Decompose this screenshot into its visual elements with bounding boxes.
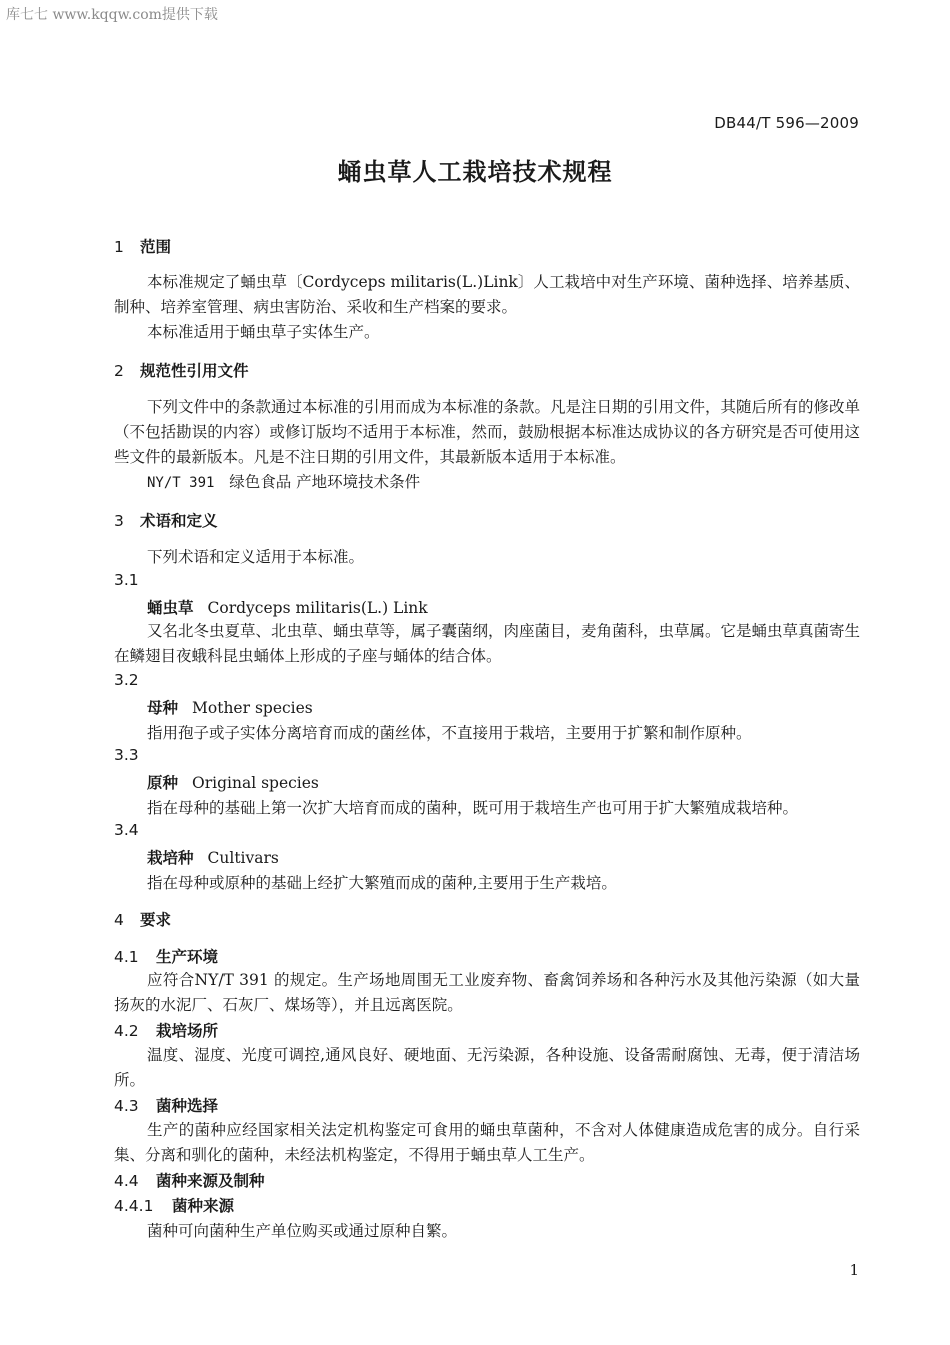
subsection-number: 4.4 — [114, 1172, 139, 1190]
section-1-heading — [114, 235, 171, 257]
document-title: 蛹虫草人工栽培技术规程 — [337, 158, 613, 186]
term-english: Cultivars — [207, 849, 279, 867]
term-chinese: 蛹虫草 — [147, 599, 194, 617]
section-4-3-heading — [114, 1094, 218, 1116]
term-3-4 — [147, 846, 279, 868]
normative-reference — [147, 470, 420, 492]
term-3-2-definition: 指用孢子或子实体分离培育而成的菌丝体，不直接用于栽培，主要用于扩繁和制作原种。 — [147, 724, 752, 742]
term-3-1 — [147, 596, 428, 618]
section-label: 术语和定义 — [140, 512, 218, 530]
section-3-heading — [114, 509, 218, 531]
subsection-number: 4.4.1 — [114, 1197, 154, 1215]
term-3-4-definition: 指在母种或原种的基础上经扩大繁殖而成的菌种,主要用于生产栽培。 — [147, 874, 617, 892]
term-chinese: 母种 — [147, 699, 179, 717]
section-4-2-paragraph: 温度、湿度、光度可调控,通风良好、硬地面、无污染源，各种设施、设备需耐腐蚀、无毒，便于清洁场所。 — [114, 1046, 860, 1089]
section-2-heading — [114, 359, 249, 381]
subsection-label: 菌种选择 — [156, 1097, 219, 1115]
section-label: 规范性引用文件 — [140, 362, 249, 380]
subsection-label: 菌种来源及制种 — [156, 1172, 265, 1190]
subsection-label: 生产环境 — [156, 948, 219, 966]
term-english: Original species — [192, 774, 319, 792]
term-english: Cordyceps militaris(L.) Link — [207, 599, 428, 617]
section-4-4-1-heading — [114, 1194, 234, 1216]
term-chinese: 栽培种 — [147, 849, 194, 867]
section-4-4-heading — [114, 1169, 265, 1191]
section-2-paragraph: 下列文件中的条款通过本标准的引用而成为本标准的条款。凡是注日期的引用文件，其随后所有的修改单（不包括勘误的内容）或修订版均不适用于本标准，然而，鼓励根据本标准达成协议的各方研究是否可使用这些文件的最新版本。凡是不注日期的引用文件，其最新版本适用于本标准。 — [114, 398, 861, 466]
term-3-2-number: 3.2 — [114, 671, 139, 689]
section-label: 要求 — [140, 911, 172, 929]
section-4-heading — [114, 908, 171, 930]
section-number: 4 — [114, 911, 124, 929]
subsection-number: 4.2 — [114, 1022, 139, 1040]
reference-code: NY/T 391 — [147, 475, 215, 491]
section-4-1-heading — [114, 945, 218, 967]
page-number: 1 — [849, 1261, 859, 1279]
section-4-3-paragraph: 生产的菌种应经国家相关法定机构鉴定可食用的蛹虫草菌种，不含对人体健康造成危害的成分。自行采集、分离和驯化的菌种，未经法机构鉴定，不得用于蛹虫草人工生产。 — [114, 1121, 860, 1164]
section-number: 3 — [114, 512, 124, 530]
section-number: 2 — [114, 362, 124, 380]
section-label: 范围 — [140, 238, 172, 256]
term-3-2 — [147, 696, 313, 718]
standard-code: DB44/T 596—2009 — [714, 114, 859, 132]
section-1-paragraph-2: 本标准适用于蛹虫草子实体生产。 — [147, 323, 380, 341]
term-3-3 — [147, 771, 319, 793]
section-1-paragraph-1: 本标准规定了蛹虫草〔Cordyceps militaris(L.)Link〕人工栽培中对生产环境、菌种选择、培养基质、制种、培养室管理、病虫害防治、采收和生产档案的要求。 — [114, 273, 860, 316]
term-3-1-definition: 又名北冬虫夏草、北虫草、蛹虫草等，属子囊菌纲，肉座菌目，麦角菌科，虫草属。它是蛹虫草真菌寄生在鳞翅目夜蛾科昆虫蛹体上形成的子座与蛹体的结合体。 — [114, 622, 861, 665]
section-4-1-paragraph: 应符合NY/T 391 的规定。生产场地周围无工业废弃物、畜禽饲养场和各种污水及其他污染源（如大量扬灰的水泥厂、石灰厂、煤场等），并且远离医院。 — [114, 971, 860, 1014]
subsection-number: 4.3 — [114, 1097, 139, 1115]
section-4-2-heading — [114, 1019, 218, 1041]
term-3-4-number: 3.4 — [114, 821, 139, 839]
term-3-3-definition: 指在母种的基础上第一次扩大培育而成的菌种，既可用于栽培生产也可用于扩大繁殖成栽培种。 — [147, 799, 799, 817]
subsection-label: 栽培场所 — [156, 1022, 219, 1040]
section-3-intro: 下列术语和定义适用于本标准。 — [147, 548, 365, 566]
watermark: 库七七 www.kqqw.com提供下载 — [6, 7, 218, 23]
section-number: 1 — [114, 238, 124, 256]
subsection-number: 4.1 — [114, 948, 139, 966]
subsection-label: 菌种来源 — [172, 1197, 235, 1215]
reference-title: 绿色食品 产地环境技术条件 — [229, 473, 421, 491]
term-chinese: 原种 — [147, 774, 179, 792]
term-english: Mother species — [192, 699, 313, 717]
term-3-1-number: 3.1 — [114, 571, 139, 589]
section-4-4-1-paragraph: 菌种可向菌种生产单位购买或通过原种自繁。 — [147, 1222, 458, 1240]
term-3-3-number: 3.3 — [114, 746, 139, 764]
